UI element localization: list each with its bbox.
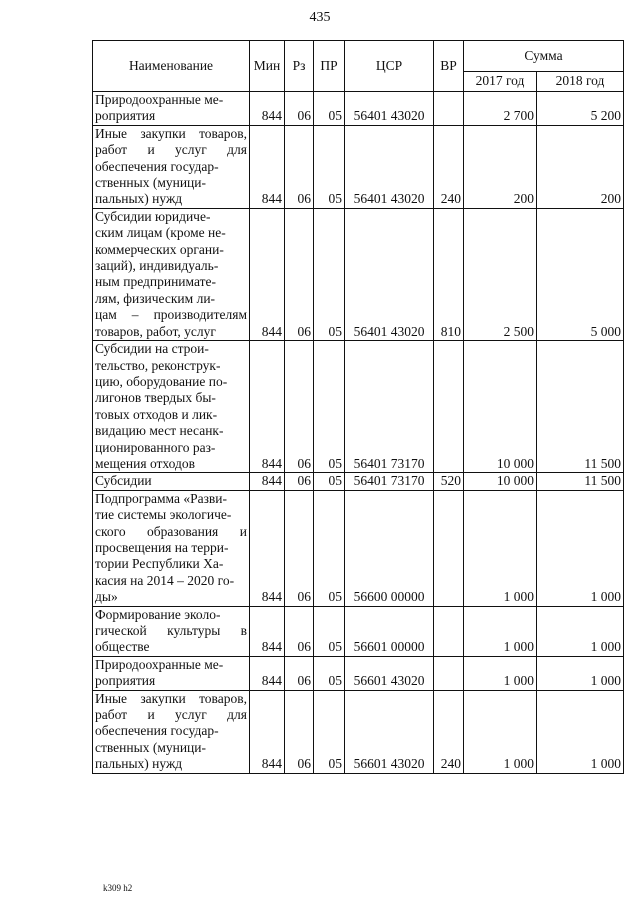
cell-csr: 56401 73170 — [345, 341, 434, 473]
cell-rz: 06 — [285, 92, 314, 126]
cell-name: Субсидии на строи- тельство, реконструк- цию, оборудование по- лигонов твердых бы- товых отходов и лик- видацию мест несанк- ционированного раз- мещения отходов — [93, 341, 250, 473]
cell-2018: 1 000 — [537, 606, 624, 656]
cell-name: Природоохранные ме- роприятия — [93, 656, 250, 690]
cell-min: 844 — [250, 125, 285, 208]
cell-2017: 1 000 — [464, 490, 537, 606]
cell-vr — [434, 341, 464, 473]
page-number: 435 — [309, 10, 331, 25]
header-sum: Сумма — [464, 41, 624, 72]
cell-pr: 05 — [314, 490, 345, 606]
cell-min: 844 — [250, 208, 285, 340]
cell-min: 844 — [250, 656, 285, 690]
cell-2017: 200 — [464, 125, 537, 208]
cell-pr: 05 — [314, 92, 345, 126]
cell-2018: 5 000 — [537, 208, 624, 340]
header-min: Мин — [250, 41, 285, 92]
cell-rz: 06 — [285, 473, 314, 490]
cell-name: Субсидии — [93, 473, 250, 490]
cell-csr: 56601 43020 — [345, 690, 434, 773]
budget-table — [92, 40, 624, 774]
cell-2017: 2 700 — [464, 92, 537, 126]
cell-name: Природоохранные ме- роприятия — [93, 92, 250, 126]
header-year-2018: 2018 год — [537, 72, 624, 92]
cell-pr: 05 — [314, 125, 345, 208]
table-body — [93, 92, 624, 774]
cell-min: 844 — [250, 92, 285, 126]
header-vr: ВР — [434, 41, 464, 92]
cell-2018: 5 200 — [537, 92, 624, 126]
cell-min: 844 — [250, 606, 285, 656]
cell-rz: 06 — [285, 125, 314, 208]
cell-name: Субсидии юридиче- ским лицам (кроме не- коммерческих органи- заций), индивидуаль- ным предпринимате- лям, физическим ли- цам – производителям товаров, работ, услуг — [93, 208, 250, 340]
table-row — [93, 473, 624, 490]
table-row — [93, 656, 624, 690]
cell-csr: 56401 43020 — [345, 208, 434, 340]
cell-min: 844 — [250, 341, 285, 473]
cell-csr: 56601 43020 — [345, 656, 434, 690]
cell-rz: 06 — [285, 208, 314, 340]
cell-name: Иные закупки товаров, работ и услуг для обеспечения государ- ственных (муници- пальных) нужд — [93, 690, 250, 773]
table-row — [93, 125, 624, 208]
cell-2018: 1 000 — [537, 690, 624, 773]
cell-vr: 240 — [434, 690, 464, 773]
cell-2018: 11 500 — [537, 341, 624, 473]
cell-min: 844 — [250, 473, 285, 490]
cell-pr: 05 — [314, 690, 345, 773]
header-rz: Рз — [285, 41, 314, 92]
cell-min: 844 — [250, 690, 285, 773]
footer-code: k309 h2 — [103, 883, 133, 893]
header-csr: ЦСР — [345, 41, 434, 92]
cell-2017: 10 000 — [464, 473, 537, 490]
cell-pr: 05 — [314, 606, 345, 656]
cell-csr: 56401 43020 — [345, 92, 434, 126]
cell-name: Подпрограмма «Разви- тие системы экологиче- ского образования и просвещения на терри- тории Республики Ха- касия на 2014 – 2020 го- ды» — [93, 490, 250, 606]
cell-rz: 06 — [285, 341, 314, 473]
cell-csr: 56600 00000 — [345, 490, 434, 606]
cell-vr: 810 — [434, 208, 464, 340]
budget-table-container — [92, 40, 624, 774]
table-row — [93, 208, 624, 340]
cell-2017: 2 500 — [464, 208, 537, 340]
cell-2017: 10 000 — [464, 341, 537, 473]
table-row — [93, 690, 624, 773]
cell-2018: 200 — [537, 125, 624, 208]
cell-2018: 1 000 — [537, 490, 624, 606]
cell-vr: 240 — [434, 125, 464, 208]
cell-2017: 1 000 — [464, 690, 537, 773]
cell-csr: 56601 00000 — [345, 606, 434, 656]
cell-pr: 05 — [314, 656, 345, 690]
cell-2017: 1 000 — [464, 606, 537, 656]
cell-2017: 1 000 — [464, 656, 537, 690]
table-header — [93, 41, 624, 92]
cell-vr — [434, 92, 464, 126]
table-row — [93, 341, 624, 473]
header-pr: ПР — [314, 41, 345, 92]
header-year-2017: 2017 год — [464, 72, 537, 92]
cell-min: 844 — [250, 490, 285, 606]
table-row — [93, 92, 624, 126]
cell-pr: 05 — [314, 473, 345, 490]
cell-rz: 06 — [285, 606, 314, 656]
table-row — [93, 490, 624, 606]
cell-rz: 06 — [285, 490, 314, 606]
cell-vr: 520 — [434, 473, 464, 490]
cell-pr: 05 — [314, 341, 345, 473]
cell-vr — [434, 490, 464, 606]
cell-2018: 1 000 — [537, 656, 624, 690]
cell-rz: 06 — [285, 656, 314, 690]
table-row — [93, 606, 624, 656]
cell-2018: 11 500 — [537, 473, 624, 490]
cell-csr: 56401 73170 — [345, 473, 434, 490]
cell-vr — [434, 606, 464, 656]
cell-rz: 06 — [285, 690, 314, 773]
cell-name: Формирование эколо- гической культуры в обществе — [93, 606, 250, 656]
cell-csr: 56401 43020 — [345, 125, 434, 208]
header-name: Наименование — [93, 41, 250, 92]
cell-vr — [434, 656, 464, 690]
cell-name: Иные закупки товаров, работ и услуг для обеспечения государ- ственных (муници- пальных) нужд — [93, 125, 250, 208]
cell-pr: 05 — [314, 208, 345, 340]
